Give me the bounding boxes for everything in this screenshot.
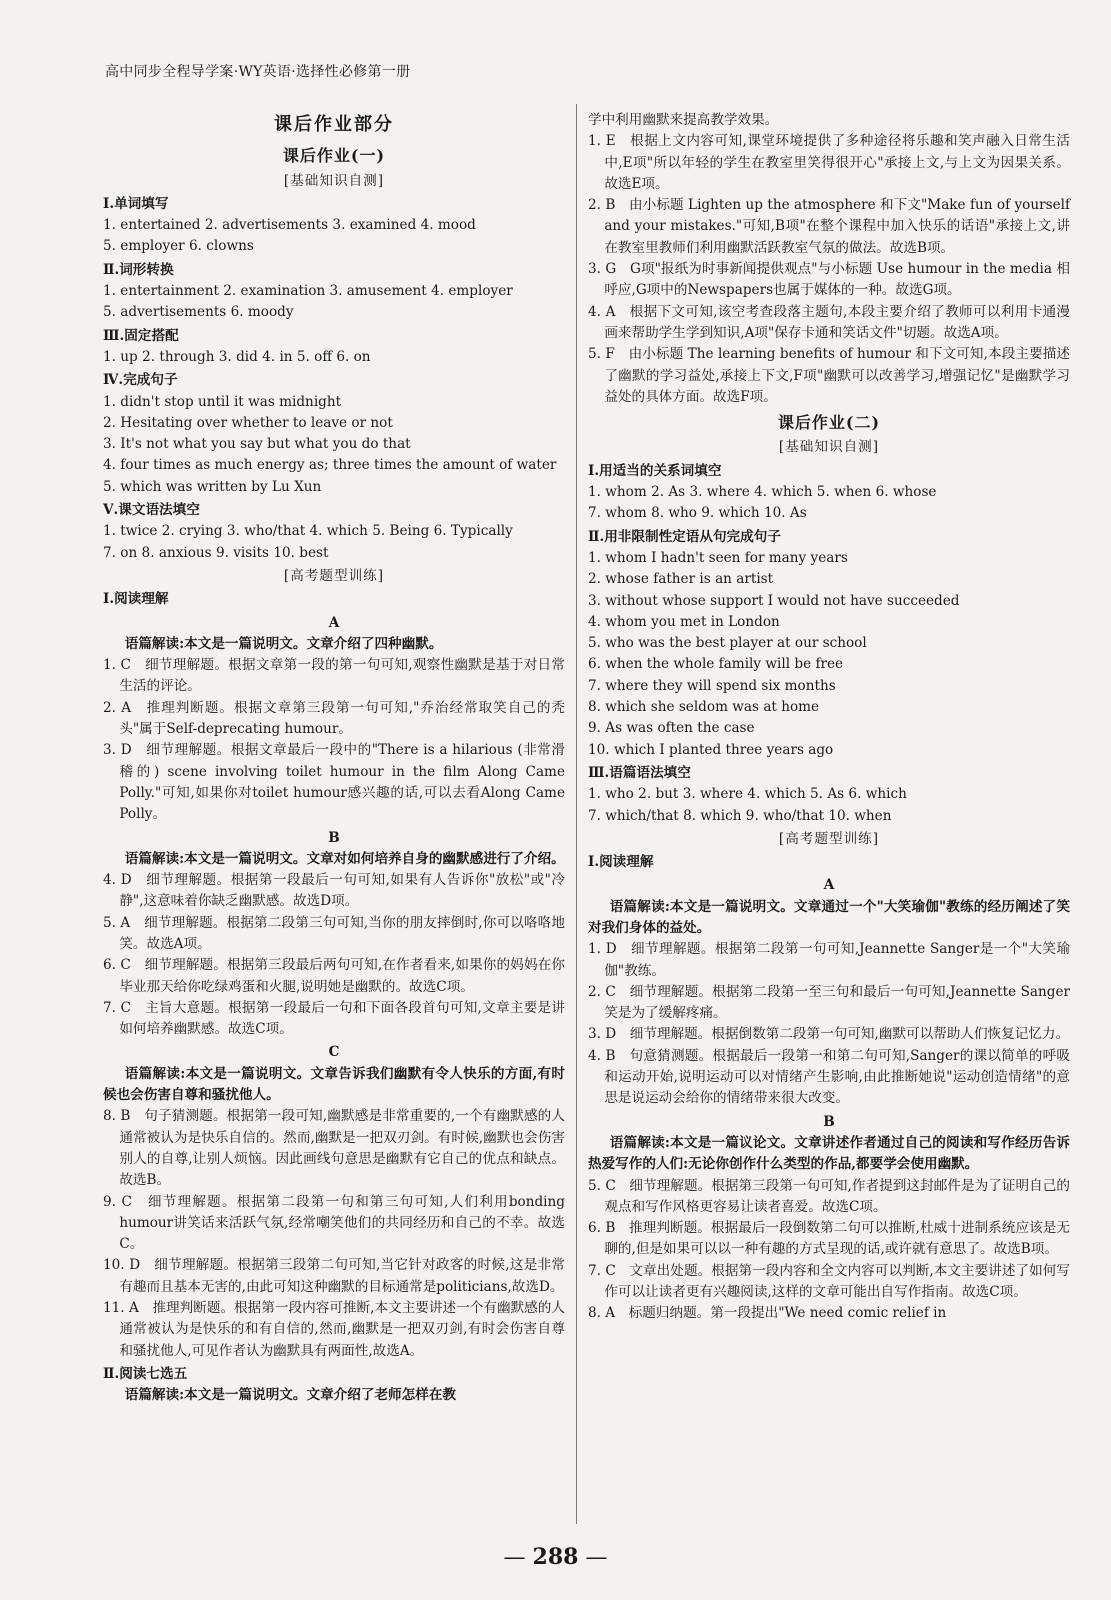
right-line: 7. where they will spend six months: [588, 677, 836, 694]
right-line: 7. whom 8. who 9. which 10. As: [588, 505, 807, 522]
left-line: 5. which was written by Lu Xun: [103, 478, 322, 495]
column-divider: [576, 104, 577, 1524]
left-line: 1. C 细节理解题。根据文章第一段的第一句可知,观察性幽默是基于对日常生活的评论。: [103, 657, 565, 695]
right-line: 5. F 由小标题 The learning benefits of humour 和下文可知,本段主要描述了幽默的学习益处,承接上下文,F项"幽默可以改善学习,增强记忆"是幽默学习益处的具体方面。故选F项。: [588, 346, 1070, 405]
page-number-value: 288: [532, 1544, 579, 1570]
left-line: 4. D 细节理解题。根据第一段最后一句可知,如果有人告诉你"放松"或"冷静",这意味着你缺乏幽默感。故选D项。: [103, 872, 565, 910]
right-line: 语篇解读:本文是一篇议论文。文章讲述作者通过自己的阅读和写作经历告诉热爱写作的人们:无论你创作什么类型的作品,都要学会使用幽默。: [588, 1134, 1070, 1173]
left-line: 10. D 细节理解题。根据第三段第二句可知,当它针对政客的时候,这是非常有趣而且基本无害的,由此可知这种幽默的目标通常是politicians,故选D。: [103, 1257, 565, 1295]
left-line: 7. C 主旨大意题。根据第一段最后一句和下面各段首句可知,文章主要是讲如何培养幽默感。故选C项。: [103, 999, 565, 1038]
right-line: 3. without whose support I would not have succeeded: [588, 592, 960, 609]
right-line: 1. who 2. but 3. where 4. which 5. As 6. which: [588, 786, 907, 803]
right-line: 9. As was often the case: [588, 720, 755, 737]
right-line: 课后作业(二): [777, 413, 881, 433]
left-line: 1. entertained 2. advertisements 3. examined 4. mood: [103, 217, 476, 234]
right-line: 1. E 根据上文内容可知,课堂环境提供了多种途径将乐趣和笑声融入日常生活中,E项"所以年轻的学生在教室里笑得很开心"承接上文,与上文为因果关系。故选E项。: [588, 133, 1070, 192]
left-line: 1. twice 2. crying 3. who/that 4. which 5. Being 6. Typically: [103, 523, 513, 540]
left-line: 7. on 8. anxious 9. visits 10. best: [103, 544, 329, 561]
right-line: 1. whom I hadn't seen for many years: [588, 549, 848, 566]
right-line: B: [823, 1113, 835, 1130]
left-line: C: [328, 1044, 340, 1061]
right-line: 学中利用幽默来提高教学效果。: [588, 112, 779, 128]
left-line: 2. Hesitating over whether to leave or not: [103, 414, 393, 431]
right-line: 8. which she seldom was at home: [588, 699, 820, 716]
right-line: 1. D 细节理解题。根据第二段第一句可知,Jeannette Sanger是一个"大笑瑜伽"教练。: [588, 941, 1070, 979]
left-line: 3. D 细节理解题。根据文章最后一段中的"There is a hilarious (非常滑稽的) scene involving toilet humour in the film Along Came Polly."可知,如果你对toilet humour感兴趣的话,可以去看Along Came Polly。: [103, 742, 565, 823]
left-line: 语篇解读:本文是一篇说明文。文章对如何培养自身的幽默感进行了介绍。: [124, 850, 565, 867]
right-line: Ⅲ.语篇语法填空: [588, 764, 691, 781]
right-line: 1. whom 2. As 3. where 4. which 5. when 6. whose: [588, 484, 937, 501]
left-line: Ⅱ.阅读七选五: [103, 1365, 188, 1382]
right-line: 2. C 细节理解题。根据第二段第一至三句和最后一句可知,Jeannette Sanger笑是为了缓解疼痛。: [588, 983, 1070, 1022]
left-line: [基础知识自测]: [283, 172, 385, 189]
page-number: — 288 —: [503, 1544, 608, 1570]
left-line: 11. A 推理判断题。根据第一段内容可推断,本文主要讲述一个有幽默感的人通常被认为是快乐的和有自信的,然而,幽默是一把双刃剑,有时会伤害自尊和骚扰他人,可见作者认为幽默具有两面性,故选A。: [103, 1300, 565, 1359]
left-line: Ⅳ.完成句子: [103, 372, 178, 389]
left-line: Ⅴ.课文语法填空: [103, 502, 200, 519]
left-line: 1. entertainment 2. examination 3. amusement 4. employer: [103, 283, 513, 300]
left-line: 3. It's not what you say but what you do that: [103, 436, 411, 453]
right-line: Ⅰ.用适当的关系词填空: [588, 462, 722, 479]
left-line: Ⅲ.固定搭配: [103, 327, 179, 344]
left-line: 1. didn't stop until it was midnight: [103, 393, 342, 410]
right-line: 6. B 推理判断题。根据最后一段倒数第二句可以推断,杜威十进制系统应该是无聊的,但是如果可以以一种有趣的方式呈现的话,或许就有意思了。故选B项。: [588, 1220, 1070, 1258]
left-line: [高考题型训练]: [283, 567, 385, 584]
left-line: Ⅰ.阅读理解: [103, 591, 169, 608]
right-line: 语篇解读:本文是一篇说明文。文章通过一个"大笑瑜伽"教练的经历阐述了笑对我们身体的益处。: [588, 898, 1070, 936]
right-line: 2. B 由小标题 Lighten up the atmosphere 和下文"Make fun of yourself and your mistakes."可知,B项"在整个课程中加入快乐的话语"承接上文,讲在教室里教师们利用幽默活跃教室气氛的做法。故选B项。: [588, 197, 1070, 256]
left-line: 课后作业(一): [282, 146, 386, 166]
right-line: 2. whose father is an artist: [588, 571, 774, 588]
left-line: 2. A 推理判断题。根据文章第三段第一句可知,"乔治经常取笑自己的秃头"属于Self-deprecating humour。: [103, 699, 565, 738]
left-line: A: [328, 614, 340, 631]
right-line: 5. C 细节理解题。根据第三段第一句可知,作者提到这封邮件是为了证明自己的观点和写作风格更容易让读者喜爱。故选C项。: [588, 1177, 1070, 1215]
left-line: 1. up 2. through 3. did 4. in 5. off 6. on: [103, 348, 371, 365]
left-line: 语篇解读:本文是一篇说明文。文章介绍了四种幽默。: [124, 635, 443, 652]
right-line: 5. who was the best player at our school: [588, 635, 867, 652]
running-header: 高中同步全程导学案·WY英语·选择性必修第一册: [105, 64, 411, 80]
left-line: B: [328, 829, 340, 846]
left-line: 5. employer 6. clowns: [103, 238, 254, 255]
right-line: Ⅱ.用非限制性定语从句完成句子: [588, 528, 781, 545]
left-line: 5. advertisements 6. moody: [103, 304, 294, 321]
left-column: [103, 110, 565, 1407]
right-line: [高考题型训练]: [778, 830, 880, 847]
right-line: 3. D 细节理解题。根据倒数第二段第一句可知,幽默可以帮助人们恢复记忆力。: [588, 1026, 1070, 1043]
right-line: 7. which/that 8. which 9. who/that 10. when: [588, 807, 892, 824]
right-line: 4. whom you met in London: [588, 613, 780, 630]
left-line: 6. C 细节理解题。根据第三段最后两句可知,在作者看来,如果你的妈妈在你毕业那天给你吃绿鸡蛋和火腿,说明她是幽默的。故选C项。: [103, 957, 565, 995]
right-line: [基础知识自测]: [778, 439, 880, 456]
left-line: Ⅰ.单词填写: [103, 195, 169, 212]
right-line: 8. A 标题归纳题。第一段提出"We need comic relief in: [588, 1305, 947, 1322]
right-line: 6. when the whole family will be free: [588, 656, 844, 673]
left-line: 5. A 细节理解题。根据第二段第三句可知,当你的朋友摔倒时,你可以咯咯地笑。故选A项。: [103, 914, 565, 952]
right-line: 7. C 文章出处题。根据第一段内容和全文内容可以判断,本文主要讲述了如何写作可以让读者更有兴趣阅读,这样的文章可能出自写作指南。故选C项。: [588, 1262, 1070, 1301]
left-line: Ⅱ.词形转换: [103, 261, 174, 278]
left-line: 4. four times as much energy as; three times the amount of water: [103, 457, 557, 474]
right-line: Ⅰ.阅读理解: [588, 854, 654, 871]
left-line: 9. C 细节理解题。根据第二段第一句和第三句可知,人们利用bonding humour讲笑话来活跃气氛,经常嘲笑他们的共同经历和自己的不幸。故选C。: [103, 1193, 565, 1253]
right-line: 3. G G项"报纸为时事新闻提供观点"与小标题 Use humour in the media 相呼应,G项中的Newspapers也属于媒体的一种。故选G项。: [588, 261, 1070, 299]
right-column: [588, 110, 1070, 1325]
left-line: 语篇解读:本文是一篇说明文。文章告诉我们幽默有令人快乐的方面,有时候也会伤害自尊和骚扰他人。: [103, 1065, 565, 1104]
right-line: A: [823, 877, 835, 894]
left-line: 语篇解读:本文是一篇说明文。文章介绍了老师怎样在教: [124, 1387, 457, 1404]
right-line: 4. A 根据下文可知,该空考查段落主题句,本段主要介绍了教师可以利用卡通漫画来帮助学生学到知识,A项"保存卡通和笑话文件"切题。故选A项。: [588, 303, 1070, 341]
right-line: 4. B 句意猜测题。根据最后一段第一和第二句可知,Sanger的课以简单的呼吸和运动开始,说明运动可以对情绪产生影响,由此推断她说"运动创造情绪"的意思是说运动会给你的情绪带来很大改变。: [588, 1047, 1070, 1107]
left-line: 8. B 句子猜测题。根据第一段可知,幽默感是非常重要的,一个有幽默感的人通常被认为是快乐自信的。然而,幽默是一把双刃剑。有时候,幽默也会伤害别人的自尊,让别人烦恼。因此画线句意思是幽默有它自己的优点和缺点。故选B。: [103, 1108, 565, 1189]
right-line: 10. which I planted three years ago: [588, 741, 834, 758]
left-line: 课后作业部分: [274, 114, 394, 135]
